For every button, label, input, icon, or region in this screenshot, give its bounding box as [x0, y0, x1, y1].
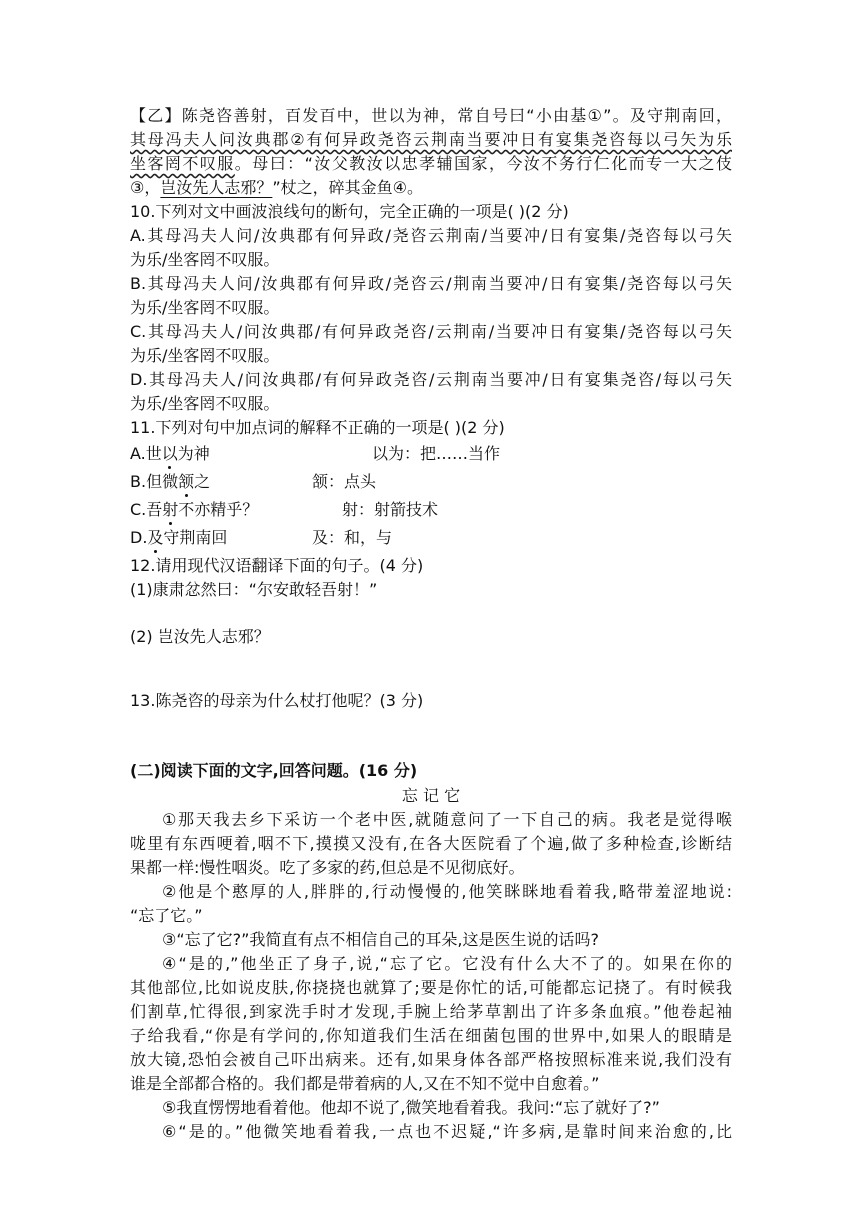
paragraph-line: ⑤我直愣愣地看着他。他却不说了,微笑地看着我。我问:“忘了就好了?”	[162, 1098, 660, 1117]
option-text: 之	[194, 472, 211, 491]
option-d-line2: 为乐/坐客罔不叹服。	[130, 394, 280, 413]
option-text: D.	[130, 528, 148, 547]
paragraph-line: 果都一样:慢性咽炎。吃了多家的药,但总是不见彻底好。	[130, 858, 525, 877]
paragraph-line: 咙里有东西哽着,咽不下,摸摸又没有,在各大医院看了个遍,做了多种检查,诊断结	[130, 834, 732, 853]
passage-line	[130, 177, 732, 199]
option-text: B.但微	[130, 472, 179, 491]
question-10-stem: 10.下列对文中画波浪线句的断句，完全正确的一项是( )(2 分)	[130, 202, 569, 221]
option-b-line1: B.其母冯夫人问/汝典郡有何异政/尧咨云/荆南当要冲/日有宴集/尧咨每以弓矢	[130, 274, 732, 293]
paragraph-line: 们割草,忙得很,到家洗手时才发现,手腕上给茅草割出了许多条血痕。”他卷起袖	[130, 1002, 732, 1021]
option-b-line2: 为乐/坐客罔不叹服。	[130, 298, 280, 317]
paragraph-line: 子给我看,“你是有学问的,你知道我们生活在细菌包围的世界中,如果人的眼睛是	[130, 1026, 732, 1045]
wavy-underlined-sentence: 其母冯夫人问汝典郡②有何异政尧咨云荆南当要冲日有宴集尧咨每以弓矢为乐	[130, 130, 732, 149]
option-b	[130, 471, 210, 493]
option-a-gloss: 以为：把……当作	[372, 444, 501, 463]
option-c-line2: 为乐/坐客罔不叹服。	[130, 346, 280, 365]
paragraph-line: 其他部位,比如说皮肤,你挠挠也就算了;要是你忙的话,可能都忘记挠了。有时候我	[130, 978, 732, 997]
wavy-underlined-sentence: 坐客罔不叹服	[130, 154, 235, 173]
option-a	[130, 443, 210, 465]
option-b-gloss: 颔：点头	[312, 472, 377, 491]
dotted-word: 以	[161, 444, 178, 463]
option-text: A.世	[130, 444, 162, 463]
option-text: 不亦精乎？	[178, 500, 259, 519]
passage-line	[130, 153, 732, 175]
passage-line: 【乙】陈尧咨善射，百发百中，世以为神，常自号曰“小由基①”。及守荆南回，	[130, 106, 732, 125]
paragraph-line: ③“忘了它?”我简直有点不相信自己的耳朵,这是医生说的话吗?	[162, 930, 599, 949]
question-13-stem: 13.陈尧咨的母亲为什么杖打他呢？(3 分)	[130, 691, 424, 710]
section-heading: (二)阅读下面的文字,回答问题。(16 分)	[130, 761, 418, 780]
dotted-word: 及	[147, 528, 164, 547]
paragraph-line: ②他是个憨厚的人,胖胖的,行动慢慢的,他笑眯眯地看着我,略带羞涩地说:	[162, 882, 732, 901]
question-12-sentence-2: (2) 岂汝先人志邪？	[130, 627, 270, 646]
option-a-line1: A.其母冯夫人问/汝典郡有何异政/尧咨云荆南/当要冲/日有宴集/尧咨每以弓矢	[130, 226, 732, 245]
paragraph-line: 谁是全部都合格的。我们都是带着病的人,又在不知不觉中自愈着。”	[130, 1074, 600, 1093]
option-text: 为神	[177, 444, 210, 463]
question-12-sentence-1: (1)康肃忿然曰：“尔安敢轻吾射！”	[130, 580, 378, 599]
paragraph-line: 放大镜,恐怕会被自己吓出病来。还有,如果身体各部严格按照标准来说,我们没有	[130, 1050, 732, 1069]
paragraph-line: ①那天我去乡下采访一个老中医,就随意问了一下自己的病。我老是觉得喉	[162, 810, 732, 829]
paragraph-line: ④“是的,”他坐正了身子,说,“忘了它。它没有什么大不了的。如果在你的	[162, 954, 732, 973]
option-d-line1: D.其母冯夫人/问汝典郡/有何异政尧咨/云荆南当要冲/日有宴集尧咨/每以弓矢	[130, 370, 732, 389]
dotted-word: 颔	[178, 472, 195, 491]
option-d-gloss: 及：和，与	[312, 528, 393, 547]
option-a-line2: 为乐/坐客罔不叹服。	[130, 250, 280, 269]
passage-line	[130, 129, 732, 151]
option-c-line1: C.其母冯夫人/问汝典郡/有何异政尧咨/云荆南/当要冲日有宴集/尧咨每以弓矢	[130, 322, 732, 341]
passage-text: ”杖之，碎其金鱼④。	[272, 178, 424, 197]
option-text: 守荆南回	[163, 528, 228, 547]
dotted-word: 射	[162, 500, 179, 519]
option-d	[130, 527, 227, 549]
question-11-stem: 11.下列对句中加点词的解释不正确的一项是( )(2 分)	[130, 418, 505, 437]
paragraph-line: “忘了它。”	[130, 906, 203, 925]
question-12-stem: 12.请用现代汉语翻译下面的句子。(4 分)	[130, 556, 424, 575]
footnote-marker: ③，	[130, 178, 161, 197]
option-text: C.吾	[130, 500, 163, 519]
option-c	[130, 499, 258, 521]
paragraph-line: ⑥“是的。”他微笑地看着我,一点也不迟疑,“许多病,是靠时间来治愈的,比	[162, 1122, 732, 1141]
underlined-sentence: 岂汝先人志邪？	[160, 178, 273, 197]
passage-text: 。母曰：“汝父教汝以忠孝辅国家，今汝不务行仁化而专一大之伎	[234, 154, 732, 173]
article-title: 忘 记 它	[401, 786, 461, 805]
option-c-gloss: 射：射箭技术	[342, 500, 439, 519]
